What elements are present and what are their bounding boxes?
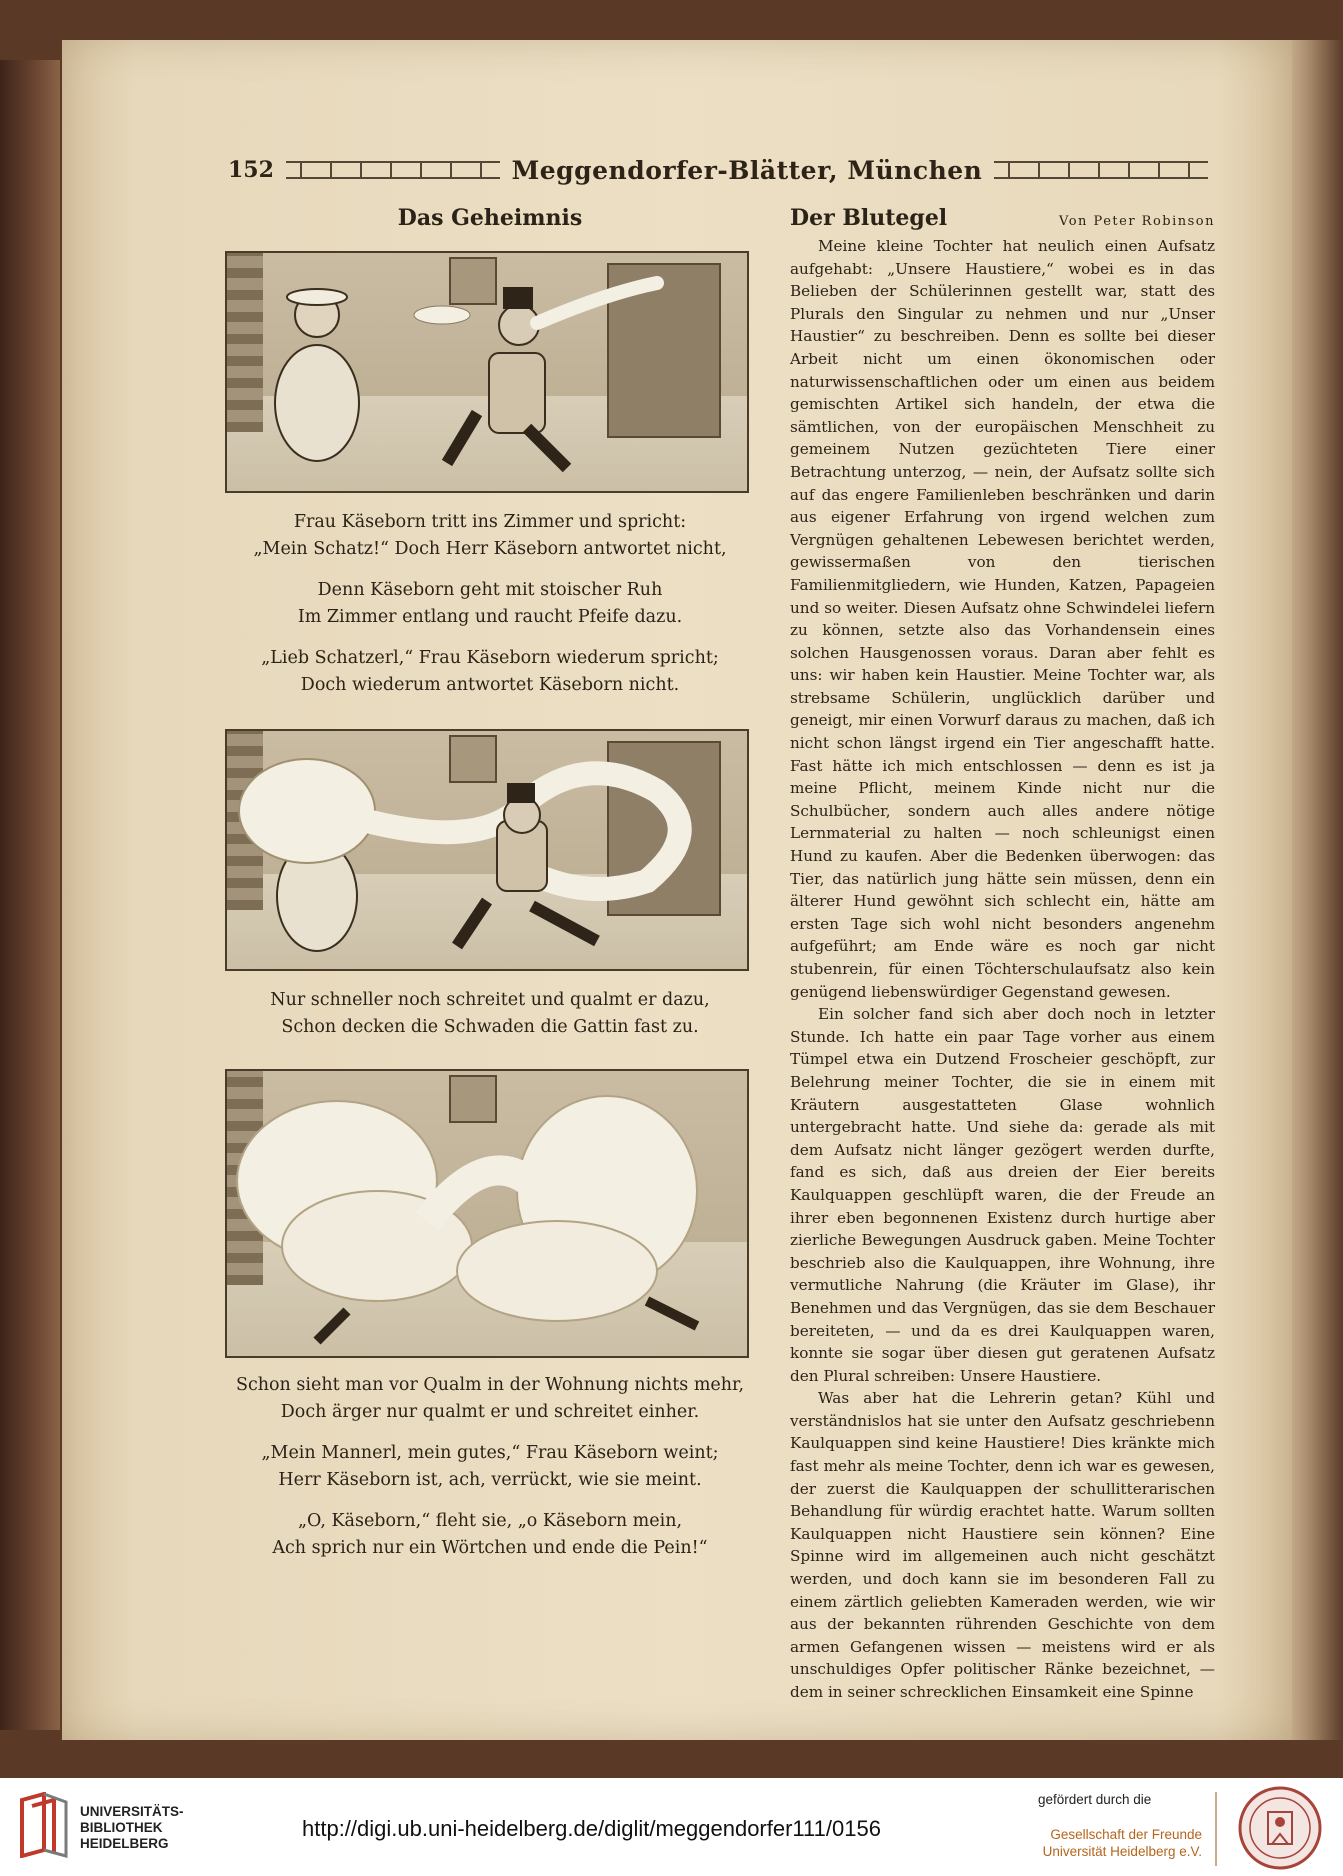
header-ornament-left (286, 161, 500, 179)
illustration-panel-2 (225, 729, 749, 971)
poem-verse-line: Schon sieht man vor Qualm in der Wohnung nichts mehr, (235, 1375, 745, 1395)
story-byline: Von Peter Robinson (1059, 214, 1215, 229)
story-column (790, 205, 1215, 1704)
book-page-edges (1285, 40, 1343, 1740)
poem-verse-line: „O, Käseborn,“ fleht sie, „o Käseborn mein, (297, 1511, 683, 1531)
sponsor-label: gefördert durch die (1038, 1792, 1152, 1807)
library-name: UNIVERSITÄTS- BIBLIOTHEK HEIDELBERG (80, 1804, 184, 1851)
page-number: 152 (228, 157, 274, 183)
story-body (790, 235, 1215, 1704)
poem-title: Das Geheimnis (397, 205, 583, 231)
poem-verse-line: Doch ärger nur qualmt er und schreitet einher. (280, 1402, 700, 1422)
poem-verse-line: Nur schneller noch schreitet und qualmt er dazu, (270, 990, 710, 1010)
header-ornament-right (994, 161, 1208, 179)
story-paragraph: Meine kleine Tochter hat neulich einen Aufsatz aufgehabt: „Unsere Haustiere,“ wobei es in das Belieben der Schülerinnen gestellt war, statt des Plurals den Singular zu nehmen und nur „Unser Haustier“ zu beschreiben. Denn es sollte bei dieser Arbeit nicht um einen ökonomischen oder naturwissenschaftlichen oder um einen aus beidem gemischten Artikel sich handeln, der etwa die sämtlichen, von der europäischen Menschheit zu gemeinem Nutzen gezüchteten Tiere einer Betrachtung unterzog, — nein, der Aufsatz sollte sich auf das engere Familienleben beschränken und darin aus eigener Erfahrung von irgend welchen zum Vergnügen gehaltenen Lebewesen berichtet werden, gewissermaßen von den tierischen Familienmitgliedern, wie Hunden, Katzen, Papageien und so weiter. Diesen Aufsatz ohne Schwindelei liefern zu können, setzte also das Vorhandensein eines solchen Hausgenossen voraus. Daran aber fehlt es uns: wir haben kein Haustier. Meine Tochter war, als strebsame Schülerin, unglücklich darüber und geneigt, mir einen Vorwurf daraus zu machen, daß ich nicht schon längst irgend ein Tier angeschafft hatte. Fast hätte ich mich entschlossen — denn es ist ja meine Pflicht, meinem Kinde nicht nur die Schulbücher, sondern auch alles andere nötige Lernmaterial zu halten — noch schleunigst einen Hund zu kaufen. Aber die Bedenken überwogen: das Tier, das natürlich jung hätte sein müssen, denn ein älterer Hund gewöhnt sich schlecht ein, hätte am ersten Tage sich wohl nicht besonders angenehm aufgeführt; am Ende wäre es noch gar nicht stubenrein, für einen Töchterschulaufsatz also kein genügend liebenswürdiger Gegenstand gewesen. (790, 237, 1215, 1001)
scene-drawing-2 (227, 731, 747, 969)
illustration-panel-1 (225, 251, 749, 493)
poem-verse-line: Herr Käseborn ist, ach, verrückt, wie sie meint. (278, 1470, 702, 1490)
digitization-footer (0, 1778, 1343, 1876)
poem-verse-line: „Mein Schatz!“ Doch Herr Käseborn antwortet nicht, (253, 539, 727, 559)
poem-verse-line: Im Zimmer entlang und raucht Pfeife dazu. (297, 607, 683, 627)
book-spine-edge (0, 60, 60, 1730)
story-header (790, 205, 1215, 231)
scene-drawing-1 (227, 253, 747, 491)
page-header-title: Meggendorfer-Blätter, München (511, 155, 983, 185)
poem-verse-line: Denn Käseborn geht mit stoischer Ruh (317, 580, 663, 600)
university-seal-icon (1238, 1786, 1322, 1870)
poem-verse-line: Frau Käseborn tritt ins Zimmer und spricht: (293, 512, 687, 532)
scene-drawing-3 (227, 1071, 747, 1356)
poem-verse-line: „Mein Mannerl, mein gutes,“ Frau Käseborn weint; (261, 1443, 719, 1463)
story-title: Der Blutegel (790, 205, 948, 231)
poem-verse-line: „Lieb Schatzerl,“ Frau Käseborn wiederum spricht; (261, 648, 719, 668)
permalink-url[interactable]: http://digi.ub.uni-heidelberg.de/diglit/meggendorfer111/0156 (302, 1816, 881, 1841)
story-paragraph: Ein solcher fand sich aber doch noch in letzter Stunde. Ich hatte ein paar Tage vorher aus einem Tümpel etwa ein Dutzend Froscheier geschöpft, zur Belehrung meiner Tochter, die sie in einem mit Kräutern ausgestatteten Glase wohnlich untergebracht hatte. Und siehe da: gerade als mit dem Aufsatz nicht länger gezögert werden durfte, fand es sich, daß aus dreien der Eier bereits Kaulquappen geschlüpft waren, die der Freude an ihrer eben begonnenen Existenz durch hurtige aber zierliche Bewegungen Ausdruck gaben. Meine Tochter beschrieb also die Kaulquappen, ihre Wohnung, ihre vermutliche Nahrung (die Kräuter im Glase), ihr Benehmen und das Vergnügen, das sie dem Beschauer bereiteten, — und da es drei Kaulquappen waren, konnte sie sogar über diesen gut geratenen Aufsatz den Plural schreiben: Unsere Haustiere. (790, 1005, 1215, 1385)
sponsor-name[interactable]: Gesellschaft der Freunde Universität Heidelberg e.V. (1042, 1827, 1202, 1859)
footer-divider (1215, 1792, 1217, 1866)
page-header (228, 152, 1208, 188)
poem-verse-line: Doch wiederum antwortet Käseborn nicht. (300, 675, 680, 695)
poem-verse-line: Ach sprich nur ein Wörtchen und ende die Pein!“ (272, 1538, 708, 1558)
story-paragraph: Was aber hat die Lehrerin getan? Kühl und verständnislos hat sie unter den Aufsatz geschriebenn Kaulquappen sind keine Haustiere! Dies kränkte mich fast mehr als meine Tochter, denn ich war es gewesen, der zuerst die Kaulquappen der schullitterarischen Behandlung für würdig erachtet hatte. Warum sollten Kaulquappen nicht Haustiere sein können? Eine Spinne wird im allgemeinen auch nicht geschätzt werden, und doch kann sie im besonderen Fall zu einem zärtlich geliebten Kameraden werden, wie wir aus der bekannten rührenden Geschichte von dem armen Gefangenen wissen — meistens wird er als unschuldiges Opfer politischer Ränke bezeichnet, — dem in seiner schrecklichen Einsamkeit eine Spinne (790, 1389, 1215, 1701)
poem-column (225, 205, 755, 1562)
illustration-panel-3 (225, 1069, 749, 1358)
university-library-logo[interactable] (14, 1792, 74, 1858)
poem-verse-line: Schon decken die Schwaden die Gattin fast zu. (281, 1017, 699, 1037)
